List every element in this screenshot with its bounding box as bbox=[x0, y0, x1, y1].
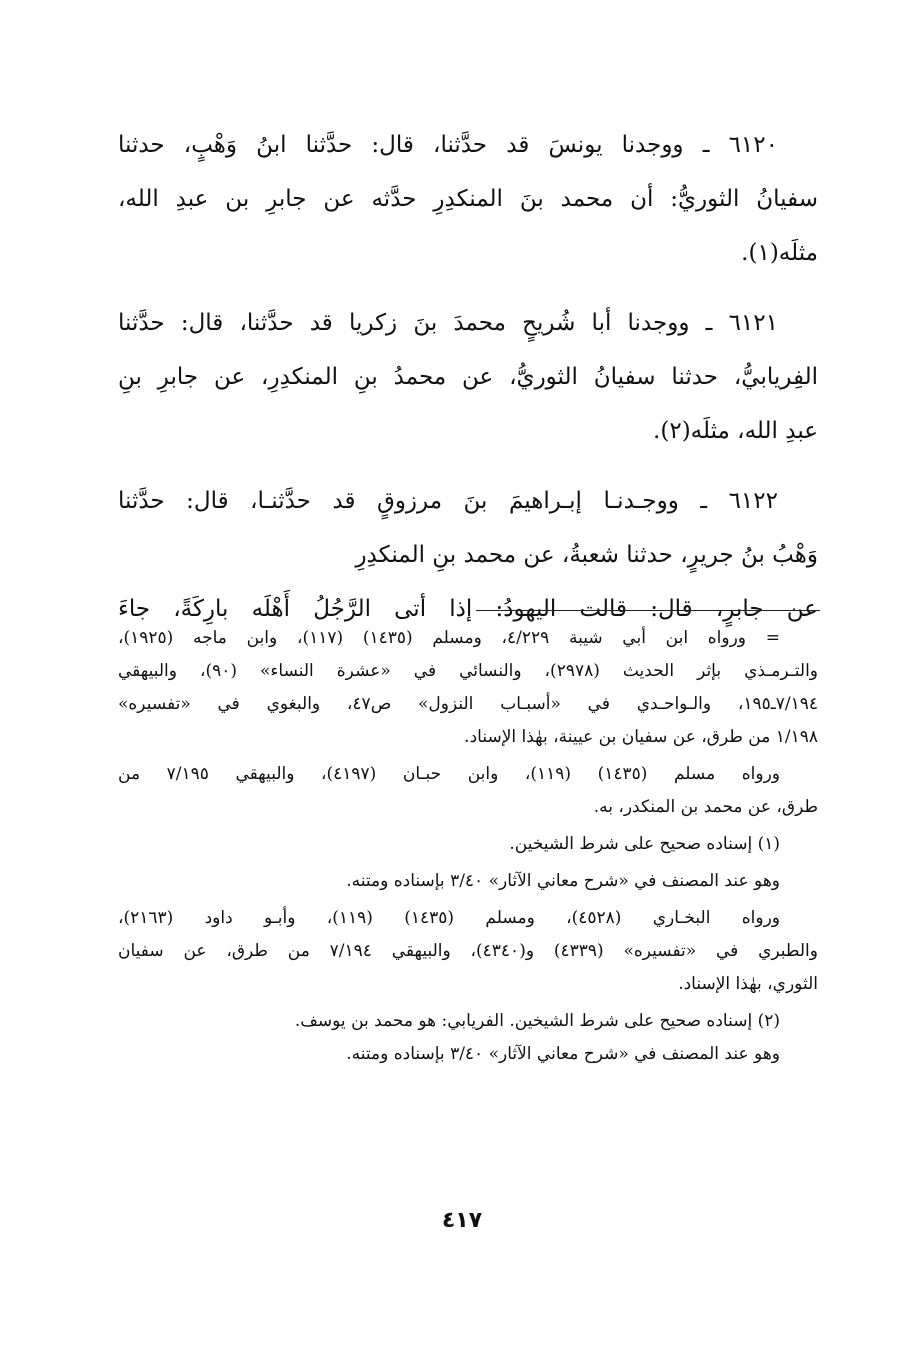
hadith-6122-line-1: ٦١٢٢ ـ ووجـدنـا إبـراهيمَ بنَ مرزوقٍ قد حدَّثنـا، قال: حدَّثنا bbox=[118, 488, 778, 514]
hadith-6120-line-1: ٦١٢٠ ـ ووجدنا يونسَ قد حدَّثنا، قال: حدَّثنا ابنُ وَهْبٍ، حدثنا bbox=[118, 132, 778, 158]
footnotes bbox=[118, 622, 818, 1071]
footnote-line: = ورواه ابن أبي شيبة ٤/٢٢٩، ومسلم (١٤٣٥) (١١٧)، وابن ماجه (١٩٢٥)، bbox=[118, 628, 780, 648]
hadith-6121-line-3: عبدِ الله، مثلَه(٢). bbox=[653, 418, 818, 444]
footnote-2-source: وهو عند المصنف في «شرح معاني الآثار» ٣/٤٠ بإسناده ومتنه. bbox=[346, 1044, 780, 1064]
footnote-line: ١/١٩٨ من طرق، عن سفيان بن عيينة، بهٰذا الإسناد. bbox=[464, 727, 818, 747]
hadith-6122-line-2: وَهْبُ بنُ جريرٍ، حدثنا شعبةُ، عن محمد بنِ المنكدِرِ bbox=[355, 542, 818, 568]
footnote-1: (١) إسناده صحيح على شرط الشيخين. bbox=[509, 834, 780, 854]
footnote-line: ورواه مسلم (١٤٣٥) (١١٩)، وابن حبـان (٤١٩٧)، والبيهقي ٧/١٩٥ من bbox=[118, 764, 781, 784]
footnote-line: الثوري، بهٰذا الإسناد. bbox=[678, 974, 818, 994]
footnote-line: ٧/١٩٤ـ١٩٥، والـواحـدي في «أسبـاب النزول» ص٤٧، والبغوي في «تفسيره» bbox=[118, 694, 818, 714]
footnote-line: والطبري في «تفسيره» (٤٣٣٩) و(٤٣٤٠)، والبيهقي ٧/١٩٤ من طرق، عن سفيان bbox=[118, 941, 818, 961]
page-number: ٤١٧ bbox=[441, 1208, 483, 1233]
hadith-6122-line-3: عن جابرٍ، قال: قالت اليهودُ: إذا أتى الرَّجُلُ أَهْلَه بارِكَةً، جاءَ bbox=[118, 596, 818, 622]
footnote-2: (٢) إسناده صحيح على شرط الشيخين. الفريابي: هو محمد بن يوسف. bbox=[294, 1011, 780, 1031]
main-text bbox=[118, 118, 818, 636]
footnote-1-source: وهو عند المصنف في «شرح معاني الآثار» ٣/٤٠ بإسناده ومتنه. bbox=[346, 871, 780, 891]
footnote-line: طرق، عن محمد بن المنكدر، به. bbox=[593, 797, 818, 817]
footnote-line: والتـرمـذي بإثر الحديث (٢٩٧٨)، والنسائي في «عشرة النساء» (٩٠)، والبيهقي bbox=[118, 661, 818, 681]
hadith-6121-line-1: ٦١٢١ ـ ووجدنا أبا شُريحٍ محمدَ بنَ زكريا قد حدَّثنا، قال: حدَّثنا bbox=[118, 310, 778, 336]
footnote-line: ورواه البخـاري (٤٥٢٨)، ومسلم (١٤٣٥) (١١٩)، وأبـو داود (٢١٦٣)، bbox=[118, 908, 781, 928]
footnote-separator bbox=[476, 610, 820, 611]
hadith-6121-line-2: الفِريابيُّ، حدثنا سفيانُ الثوريُّ، عن محمدُ بنِ المنكدِرِ، عن جابرِ بنِ bbox=[118, 364, 818, 390]
hadith-6120-line-3: مثلَه(١). bbox=[741, 240, 818, 266]
hadith-6120-line-2: سفيانُ الثوريُّ: أن محمد بنَ المنكدِرِ حدَّثه عن جابرِ بن عبدِ الله، bbox=[118, 186, 818, 212]
